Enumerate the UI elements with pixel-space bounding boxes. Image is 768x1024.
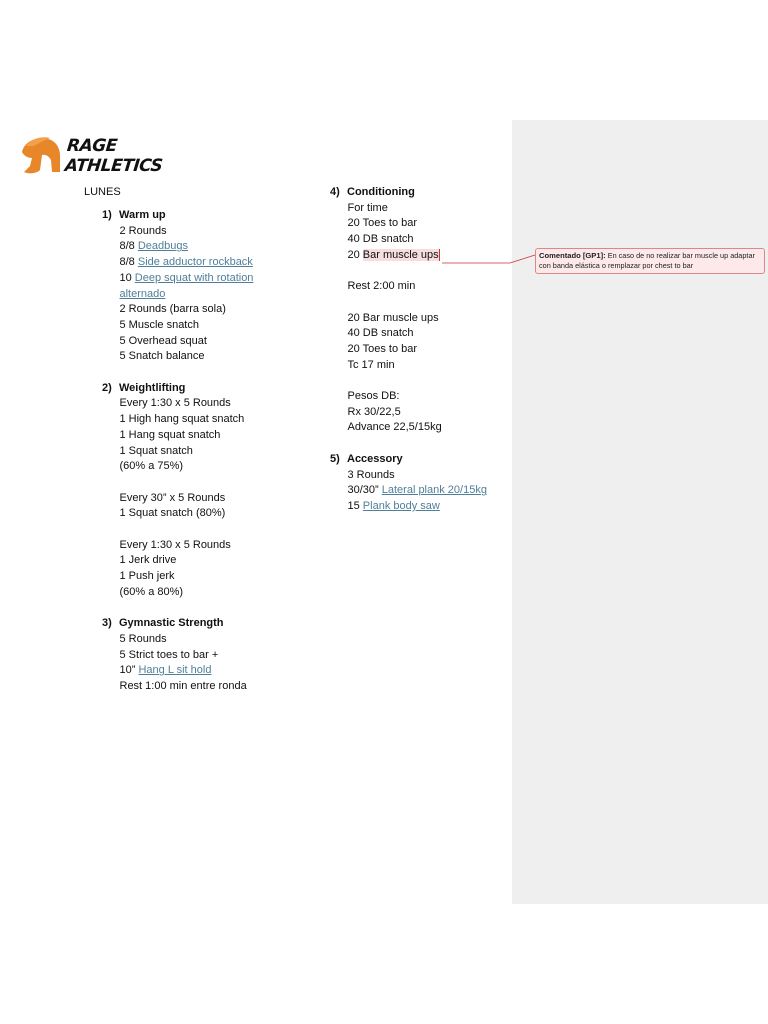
exercise-line xyxy=(330,264,510,280)
exercise-text: Pesos DB: xyxy=(347,390,400,403)
exercise-text: 2 Rounds (barra sola) xyxy=(119,303,226,316)
exercise-text: 1 High hang squat snatch xyxy=(119,413,245,426)
exercise-line xyxy=(102,255,302,271)
exercise-video-link[interactable]: Plank body saw xyxy=(362,499,440,512)
brand-line-2: ATHLETICS xyxy=(63,156,164,176)
exercise-line xyxy=(102,679,302,695)
exercise-text: 20 Bar muscle ups xyxy=(347,311,439,324)
exercise-line xyxy=(330,483,510,499)
section-heading xyxy=(330,452,510,468)
exercise-text: 10” xyxy=(119,664,139,677)
workout-section xyxy=(330,452,510,515)
exercise-line xyxy=(330,420,510,436)
exercise-text: (60% a 75%) xyxy=(119,460,184,473)
exercise-line xyxy=(102,506,302,522)
exercise-line xyxy=(102,239,302,255)
exercise-text: 8/8 xyxy=(119,240,138,253)
comment-author: Comentado [GP1]: xyxy=(539,251,606,260)
exercise-text: Every 1:30 x 5 Rounds xyxy=(119,538,231,551)
exercise-line xyxy=(330,342,510,358)
exercise-text: 1 Squat snatch (80%) xyxy=(119,507,226,520)
exercise-text: 1 Squat snatch xyxy=(119,444,193,457)
section-heading xyxy=(330,185,510,201)
exercise-text: (60% a 80%) xyxy=(119,585,184,598)
brand-line-1: RAGE xyxy=(66,136,118,156)
exercise-line xyxy=(330,216,510,232)
exercise-text: 20 Toes to bar xyxy=(347,217,418,230)
exercise-line xyxy=(102,585,302,601)
exercise-line xyxy=(330,358,510,374)
exercise-text: 20 xyxy=(347,248,363,261)
comment-text: En caso de no realizar bar muscle up adaptar con banda elástica o remplazar por chest to bar xyxy=(539,251,755,270)
exercise-text: 8/8 xyxy=(119,256,138,269)
exercise-line xyxy=(102,553,302,569)
exercise-text: Tc 17 min xyxy=(347,358,395,371)
exercise-text: 20 Toes to bar xyxy=(347,342,418,355)
section-heading xyxy=(102,616,302,632)
comment-balloon[interactable] xyxy=(535,248,765,274)
exercise-line xyxy=(330,279,510,295)
day-label: LUNES xyxy=(84,186,121,198)
exercise-text: Rest 1:00 min entre ronda xyxy=(119,679,247,692)
exercise-line xyxy=(102,428,302,444)
section-title: Gymnastic Strength xyxy=(119,617,224,630)
exercise-text: 5 Rounds xyxy=(119,632,167,645)
exercise-text: 30/30” xyxy=(347,484,382,497)
exercise-line xyxy=(102,538,302,554)
exercise-text: 40 DB snatch xyxy=(347,327,414,340)
exercise-text: 1 Push jerk xyxy=(119,570,175,583)
exercise-line xyxy=(102,318,302,334)
left-column xyxy=(102,208,302,710)
commented-text[interactable]: Bar muscle ups xyxy=(362,248,439,261)
exercise-line xyxy=(102,349,302,365)
right-column xyxy=(330,185,510,530)
exercise-text: 1 Jerk drive xyxy=(119,554,177,567)
exercise-text: 15 xyxy=(347,499,363,512)
workout-section xyxy=(102,616,302,695)
exercise-line xyxy=(102,224,302,240)
exercise-line xyxy=(102,663,302,679)
section-number: 2) xyxy=(102,381,112,394)
exercise-line xyxy=(330,389,510,405)
section-number: 4) xyxy=(330,186,340,198)
exercise-line xyxy=(102,569,302,585)
exercise-text: 5 Muscle snatch xyxy=(119,318,199,331)
section-number: 5) xyxy=(330,452,340,465)
section-number: 3) xyxy=(102,617,112,630)
exercise-text: 40 DB snatch xyxy=(347,233,414,246)
exercise-text: 10 xyxy=(119,271,135,284)
exercise-line xyxy=(102,459,302,475)
exercise-line xyxy=(330,201,510,217)
exercise-line xyxy=(102,271,280,302)
exercise-text: Rest 2:00 min xyxy=(347,280,416,293)
exercise-video-link[interactable]: Lateral plank 20/15kg xyxy=(381,484,487,497)
exercise-line xyxy=(102,475,302,491)
exercise-text: Advance 22,5/15kg xyxy=(347,421,442,434)
section-heading xyxy=(102,208,302,224)
exercise-text: 5 Strict toes to bar + xyxy=(119,648,219,661)
exercise-line xyxy=(330,499,510,515)
exercise-text: Rx 30/22,5 xyxy=(347,405,401,418)
exercise-text: 1 Hang squat snatch xyxy=(119,428,221,441)
exercise-line xyxy=(330,232,510,248)
exercise-text: 2 Rounds xyxy=(119,224,167,237)
workout-section xyxy=(102,208,302,365)
exercise-line xyxy=(102,412,302,428)
exercise-line xyxy=(102,648,302,664)
brand-wordmark xyxy=(64,136,166,176)
exercise-line xyxy=(102,444,302,460)
exercise-line xyxy=(330,326,510,342)
exercise-text: Every 1:30 x 5 Rounds xyxy=(119,397,231,410)
comment-pane xyxy=(512,120,768,904)
exercise-line xyxy=(102,396,302,412)
section-number: 1) xyxy=(102,209,112,221)
section-title: Warm up xyxy=(119,209,166,221)
exercise-text: Every 30” x 5 Rounds xyxy=(119,491,226,504)
workout-section xyxy=(102,381,302,601)
exercise-text: For time xyxy=(347,201,388,214)
exercise-text: 3 Rounds xyxy=(347,468,395,481)
exercise-line xyxy=(102,522,302,538)
section-title: Weightlifting xyxy=(119,381,186,394)
exercise-line xyxy=(102,632,302,648)
exercise-video-link[interactable]: Hang L sit hold xyxy=(138,664,212,677)
exercise-video-link[interactable]: Deep squat with rotation alternado xyxy=(119,271,254,300)
exercise-line xyxy=(330,248,510,264)
exercise-line xyxy=(102,334,302,350)
exercise-line xyxy=(102,302,302,318)
exercise-line xyxy=(330,311,510,327)
exercise-line xyxy=(330,468,510,484)
exercise-video-link[interactable]: Deadbugs xyxy=(137,240,189,253)
exercise-video-link[interactable]: Side adductor rockback xyxy=(137,256,253,269)
exercise-line xyxy=(330,373,510,389)
exercise-text: 5 Overhead squat xyxy=(119,334,207,347)
exercise-line xyxy=(330,295,510,311)
section-heading xyxy=(102,381,302,397)
exercise-line xyxy=(330,405,510,421)
section-title: Accessory xyxy=(347,452,403,465)
workout-section xyxy=(330,185,510,436)
exercise-text: 5 Snatch balance xyxy=(119,350,205,363)
exercise-line xyxy=(102,491,302,507)
section-title: Conditioning xyxy=(347,186,415,198)
